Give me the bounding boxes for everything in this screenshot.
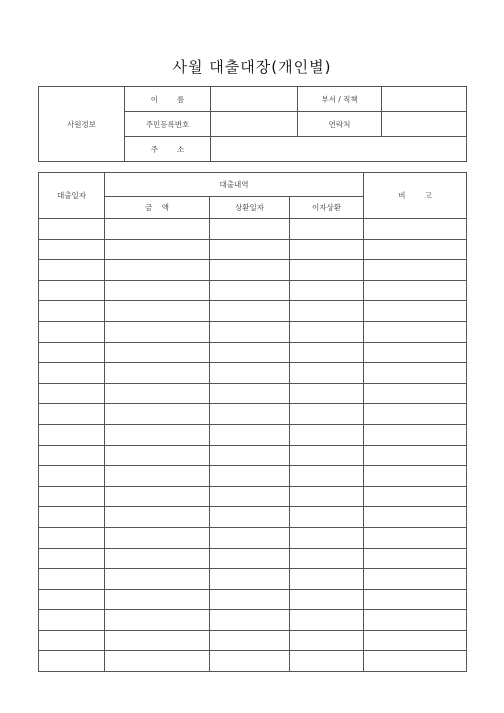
remarks-cell[interactable] [364, 301, 467, 322]
interest-repayment-cell[interactable] [290, 383, 364, 404]
loan-date-cell[interactable] [39, 342, 105, 363]
interest-repayment-cell[interactable] [290, 280, 364, 301]
remarks-cell[interactable] [364, 630, 467, 651]
repayment-date-cell[interactable] [210, 569, 290, 590]
interest-repayment-cell[interactable] [290, 630, 364, 651]
table-row [39, 342, 467, 363]
loan-details-header: 대출내역 [105, 173, 364, 197]
amount-cell[interactable] [105, 383, 210, 404]
repayment-date-cell[interactable] [210, 239, 290, 260]
repayment-date-cell[interactable] [210, 260, 290, 281]
repayment-date-cell[interactable] [210, 321, 290, 342]
amount-header: 금 액 [105, 197, 210, 219]
repayment-date-cell[interactable] [210, 589, 290, 610]
interest-repayment-header: 이자상환 [290, 197, 364, 219]
table-row [39, 527, 467, 548]
interest-repayment-cell[interactable] [290, 424, 364, 445]
loan-date-cell[interactable] [39, 219, 105, 240]
loan-date-cell[interactable] [39, 404, 105, 425]
table-row [39, 507, 467, 528]
repayment-date-cell[interactable] [210, 651, 290, 672]
address-value-cell[interactable] [211, 137, 467, 162]
amount-cell[interactable] [105, 630, 210, 651]
loan-date-cell[interactable] [39, 507, 105, 528]
interest-repayment-cell[interactable] [290, 548, 364, 569]
table-row [39, 280, 467, 301]
interest-repayment-cell[interactable] [290, 569, 364, 590]
repayment-date-cell[interactable] [210, 219, 290, 240]
table-row [39, 486, 467, 507]
amount-cell[interactable] [105, 239, 210, 260]
amount-cell[interactable] [105, 589, 210, 610]
loan-date-cell[interactable] [39, 424, 105, 445]
repayment-date-cell[interactable] [210, 383, 290, 404]
table-row [39, 445, 467, 466]
loan-date-header: 대출일자 [39, 173, 105, 219]
loan-date-cell[interactable] [39, 548, 105, 569]
remarks-cell[interactable] [364, 466, 467, 487]
interest-repayment-cell[interactable] [290, 239, 364, 260]
remarks-cell[interactable] [364, 219, 467, 240]
repayment-date-header: 상환일자 [210, 197, 290, 219]
remarks-cell[interactable] [364, 507, 467, 528]
interest-repayment-cell[interactable] [290, 260, 364, 281]
repayment-date-cell[interactable] [210, 280, 290, 301]
amount-cell[interactable] [105, 548, 210, 569]
amount-cell[interactable] [105, 486, 210, 507]
table-row [39, 610, 467, 631]
loan-date-cell[interactable] [39, 527, 105, 548]
employee-info-table [38, 86, 467, 162]
rrn-label: 주민등록번호 [125, 112, 211, 137]
amount-cell[interactable] [105, 363, 210, 384]
loan-date-cell[interactable] [39, 260, 105, 281]
amount-cell[interactable] [105, 466, 210, 487]
interest-repayment-cell[interactable] [290, 342, 364, 363]
loan-date-cell[interactable] [39, 466, 105, 487]
remarks-cell[interactable] [364, 569, 467, 590]
repayment-date-cell[interactable] [210, 486, 290, 507]
repayment-date-cell[interactable] [210, 301, 290, 322]
rrn-value-cell[interactable] [211, 112, 298, 137]
table-row [39, 383, 467, 404]
contact-label: 연락처 [298, 112, 382, 137]
employee-info-section-label: 사원정보 [39, 87, 125, 162]
amount-cell[interactable] [105, 569, 210, 590]
interest-repayment-cell[interactable] [290, 589, 364, 610]
interest-repayment-cell[interactable] [290, 527, 364, 548]
amount-cell[interactable] [105, 527, 210, 548]
table-row [39, 404, 467, 425]
repayment-date-cell[interactable] [210, 404, 290, 425]
amount-cell[interactable] [105, 342, 210, 363]
amount-cell[interactable] [105, 651, 210, 672]
loan-date-cell[interactable] [39, 301, 105, 322]
name-value-cell[interactable] [211, 87, 298, 112]
amount-cell[interactable] [105, 424, 210, 445]
interest-repayment-cell[interactable] [290, 486, 364, 507]
contact-value-cell[interactable] [382, 112, 467, 137]
remarks-cell[interactable] [364, 527, 467, 548]
interest-repayment-cell[interactable] [290, 363, 364, 384]
interest-repayment-cell[interactable] [290, 610, 364, 631]
remarks-cell[interactable] [364, 548, 467, 569]
repayment-date-cell[interactable] [210, 445, 290, 466]
loan-date-cell[interactable] [39, 445, 105, 466]
table-row [39, 424, 467, 445]
amount-cell[interactable] [105, 404, 210, 425]
amount-cell[interactable] [105, 219, 210, 240]
table-row [39, 589, 467, 610]
address-label: 주 소 [125, 137, 211, 162]
amount-cell[interactable] [105, 301, 210, 322]
repayment-date-cell[interactable] [210, 548, 290, 569]
amount-cell[interactable] [105, 445, 210, 466]
interest-repayment-cell[interactable] [290, 219, 364, 240]
table-row [39, 630, 467, 651]
repayment-date-cell[interactable] [210, 527, 290, 548]
remarks-cell[interactable] [364, 363, 467, 384]
amount-cell[interactable] [105, 507, 210, 528]
amount-cell[interactable] [105, 260, 210, 281]
interest-repayment-cell[interactable] [290, 301, 364, 322]
document-title: 사월 대출대장(개인별) [172, 58, 332, 76]
loan-ledger-table [38, 172, 467, 672]
remarks-header: 비 고 [364, 173, 467, 219]
name-label: 이 름 [125, 87, 211, 112]
loan-date-cell[interactable] [39, 486, 105, 507]
interest-repayment-cell[interactable] [290, 466, 364, 487]
loan-date-cell[interactable] [39, 321, 105, 342]
table-row [39, 321, 467, 342]
table-row [39, 301, 467, 322]
table-row [39, 219, 467, 240]
repayment-date-cell[interactable] [210, 630, 290, 651]
remarks-cell[interactable] [364, 280, 467, 301]
repayment-date-cell[interactable] [210, 342, 290, 363]
table-row [39, 651, 467, 672]
department-label: 부서 / 직책 [298, 87, 382, 112]
remarks-cell[interactable] [364, 383, 467, 404]
remarks-cell[interactable] [364, 610, 467, 631]
amount-cell[interactable] [105, 610, 210, 631]
remarks-cell[interactable] [364, 589, 467, 610]
remarks-cell[interactable] [364, 445, 467, 466]
remarks-cell[interactable] [364, 486, 467, 507]
table-row [39, 260, 467, 281]
remarks-cell[interactable] [364, 342, 467, 363]
department-value-cell[interactable] [382, 87, 467, 112]
remarks-cell[interactable] [364, 239, 467, 260]
loan-date-cell[interactable] [39, 630, 105, 651]
repayment-date-cell[interactable] [210, 507, 290, 528]
loan-date-cell[interactable] [39, 651, 105, 672]
remarks-cell[interactable] [364, 321, 467, 342]
repayment-date-cell[interactable] [210, 363, 290, 384]
remarks-cell[interactable] [364, 424, 467, 445]
interest-repayment-cell[interactable] [290, 445, 364, 466]
loan-date-cell[interactable] [39, 569, 105, 590]
loan-date-cell[interactable] [39, 280, 105, 301]
remarks-cell[interactable] [364, 651, 467, 672]
repayment-date-cell[interactable] [210, 466, 290, 487]
amount-cell[interactable] [105, 280, 210, 301]
table-row [39, 466, 467, 487]
remarks-cell[interactable] [364, 260, 467, 281]
remarks-cell[interactable] [364, 404, 467, 425]
loan-date-cell[interactable] [39, 239, 105, 260]
loan-date-cell[interactable] [39, 610, 105, 631]
interest-repayment-cell[interactable] [290, 321, 364, 342]
loan-date-cell[interactable] [39, 363, 105, 384]
table-row [39, 239, 467, 260]
table-row [39, 548, 467, 569]
loan-date-cell[interactable] [39, 589, 105, 610]
table-row [39, 569, 467, 590]
amount-cell[interactable] [105, 321, 210, 342]
interest-repayment-cell[interactable] [290, 651, 364, 672]
repayment-date-cell[interactable] [210, 424, 290, 445]
table-row [39, 363, 467, 384]
loan-date-cell[interactable] [39, 383, 105, 404]
interest-repayment-cell[interactable] [290, 507, 364, 528]
repayment-date-cell[interactable] [210, 610, 290, 631]
interest-repayment-cell[interactable] [290, 404, 364, 425]
